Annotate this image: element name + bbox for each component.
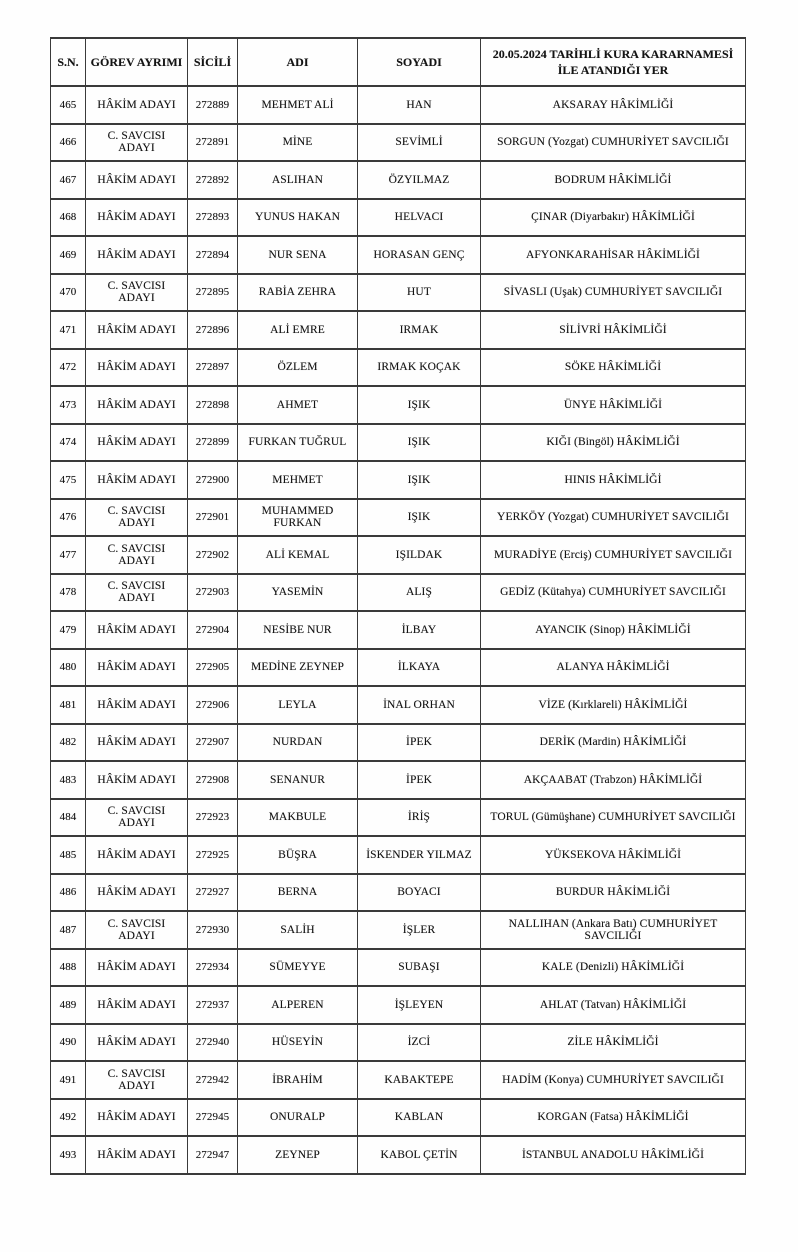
cell-surname: ALIŞ — [358, 574, 481, 612]
cell-first-name: HÜSEYİN — [238, 1024, 358, 1062]
cell-gorev-ayrimi: HÂKİM ADAYI — [86, 1024, 188, 1062]
cell-surname: İPEK — [358, 761, 481, 799]
cell-assigned-place: HADİM (Konya) CUMHURİYET SAVCILIĞI — [481, 1061, 746, 1099]
cell-gorev-ayrimi: C. SAVCISI ADAYI — [86, 274, 188, 312]
cell-assigned-place: AYANCIK (Sinop) HÂKİMLİĞİ — [481, 611, 746, 649]
cell-first-name: ALİ EMRE — [238, 311, 358, 349]
cell-gorev-ayrimi: HÂKİM ADAYI — [86, 236, 188, 274]
cell-surname: KABLAN — [358, 1099, 481, 1137]
cell-assigned-place: ALANYA HÂKİMLİĞİ — [481, 649, 746, 687]
cell-serial-number: 488 — [51, 949, 86, 987]
cell-sicil-number: 272923 — [188, 799, 238, 837]
cell-assigned-place: KALE (Denizli) HÂKİMLİĞİ — [481, 949, 746, 987]
table-row — [51, 199, 746, 237]
cell-surname: IRMAK — [358, 311, 481, 349]
cell-surname: BOYACI — [358, 874, 481, 912]
cell-serial-number: 491 — [51, 1061, 86, 1099]
table-row — [51, 799, 746, 837]
table-row — [51, 911, 746, 949]
column-header-adi: ADI — [238, 38, 358, 86]
table-row — [51, 649, 746, 687]
table-row — [51, 86, 746, 124]
cell-surname: ÖZYILMAZ — [358, 161, 481, 199]
column-header-sicili: SİCİLİ — [188, 38, 238, 86]
cell-first-name: BERNA — [238, 874, 358, 912]
table-row — [51, 836, 746, 874]
cell-assigned-place: YERKÖY (Yozgat) CUMHURİYET SAVCILIĞI — [481, 499, 746, 537]
cell-serial-number: 477 — [51, 536, 86, 574]
cell-assigned-place: SİLİVRİ HÂKİMLİĞİ — [481, 311, 746, 349]
cell-first-name: ONURALP — [238, 1099, 358, 1137]
cell-sicil-number: 272930 — [188, 911, 238, 949]
cell-sicil-number: 272906 — [188, 686, 238, 724]
cell-gorev-ayrimi: C. SAVCISI ADAYI — [86, 499, 188, 537]
cell-surname: İNAL ORHAN — [358, 686, 481, 724]
cell-first-name: LEYLA — [238, 686, 358, 724]
table-row — [51, 949, 746, 987]
cell-sicil-number: 272901 — [188, 499, 238, 537]
table-row — [51, 874, 746, 912]
cell-sicil-number: 272892 — [188, 161, 238, 199]
cell-first-name: SALİH — [238, 911, 358, 949]
table-row — [51, 1136, 746, 1174]
cell-first-name: ALPEREN — [238, 986, 358, 1024]
cell-gorev-ayrimi: HÂKİM ADAYI — [86, 1136, 188, 1174]
cell-assigned-place: NALLIHAN (Ankara Batı) CUMHURİYET SAVCILIĞI — [481, 911, 746, 949]
cell-gorev-ayrimi: HÂKİM ADAYI — [86, 349, 188, 387]
cell-sicil-number: 272937 — [188, 986, 238, 1024]
cell-first-name: NESİBE NUR — [238, 611, 358, 649]
cell-gorev-ayrimi: HÂKİM ADAYI — [86, 311, 188, 349]
cell-sicil-number: 272908 — [188, 761, 238, 799]
cell-serial-number: 482 — [51, 724, 86, 762]
cell-serial-number: 467 — [51, 161, 86, 199]
cell-serial-number: 475 — [51, 461, 86, 499]
cell-gorev-ayrimi: C. SAVCISI ADAYI — [86, 911, 188, 949]
cell-first-name: MEDİNE ZEYNEP — [238, 649, 358, 687]
cell-gorev-ayrimi: HÂKİM ADAYI — [86, 199, 188, 237]
cell-gorev-ayrimi: C. SAVCISI ADAYI — [86, 799, 188, 837]
cell-surname: IRMAK KOÇAK — [358, 349, 481, 387]
cell-sicil-number: 272891 — [188, 124, 238, 162]
cell-sicil-number: 272900 — [188, 461, 238, 499]
cell-first-name: MAKBULE — [238, 799, 358, 837]
cell-surname: İPEK — [358, 724, 481, 762]
cell-serial-number: 471 — [51, 311, 86, 349]
cell-serial-number: 487 — [51, 911, 86, 949]
table-row — [51, 724, 746, 762]
cell-serial-number: 472 — [51, 349, 86, 387]
cell-serial-number: 478 — [51, 574, 86, 612]
cell-surname: İSKENDER YILMAZ — [358, 836, 481, 874]
table-row — [51, 611, 746, 649]
cell-serial-number: 470 — [51, 274, 86, 312]
cell-first-name: FURKAN TUĞRUL — [238, 424, 358, 462]
cell-gorev-ayrimi: HÂKİM ADAYI — [86, 949, 188, 987]
cell-sicil-number: 272903 — [188, 574, 238, 612]
assignment-table — [50, 37, 746, 1175]
cell-gorev-ayrimi: HÂKİM ADAYI — [86, 649, 188, 687]
cell-assigned-place: DERİK (Mardin) HÂKİMLİĞİ — [481, 724, 746, 762]
cell-sicil-number: 272925 — [188, 836, 238, 874]
cell-serial-number: 486 — [51, 874, 86, 912]
cell-serial-number: 473 — [51, 386, 86, 424]
table-row — [51, 686, 746, 724]
cell-serial-number: 490 — [51, 1024, 86, 1062]
table-row — [51, 536, 746, 574]
cell-sicil-number: 272904 — [188, 611, 238, 649]
cell-assigned-place: AFYONKARAHİSAR HÂKİMLİĞİ — [481, 236, 746, 274]
cell-first-name: ASLIHAN — [238, 161, 358, 199]
cell-serial-number: 469 — [51, 236, 86, 274]
cell-surname: IŞILDAK — [358, 536, 481, 574]
table-row — [51, 274, 746, 312]
cell-assigned-place: AKSARAY HÂKİMLİĞİ — [481, 86, 746, 124]
table-row — [51, 1061, 746, 1099]
cell-first-name: İBRAHİM — [238, 1061, 358, 1099]
cell-gorev-ayrimi: HÂKİM ADAYI — [86, 761, 188, 799]
table-row — [51, 161, 746, 199]
cell-assigned-place: SİVASLI (Uşak) CUMHURİYET SAVCILIĞI — [481, 274, 746, 312]
table-row — [51, 986, 746, 1024]
cell-surname: IŞIK — [358, 386, 481, 424]
cell-sicil-number: 272897 — [188, 349, 238, 387]
cell-serial-number: 474 — [51, 424, 86, 462]
cell-assigned-place: ÜNYE HÂKİMLİĞİ — [481, 386, 746, 424]
table-row — [51, 761, 746, 799]
table-row — [51, 236, 746, 274]
table-row — [51, 349, 746, 387]
cell-first-name: YASEMİN — [238, 574, 358, 612]
table-row — [51, 574, 746, 612]
cell-first-name: SENANUR — [238, 761, 358, 799]
cell-surname: KABOL ÇETİN — [358, 1136, 481, 1174]
cell-first-name: MUHAMMED FURKAN — [238, 499, 358, 537]
cell-first-name: ZEYNEP — [238, 1136, 358, 1174]
cell-surname: IŞIK — [358, 424, 481, 462]
cell-surname: İŞLER — [358, 911, 481, 949]
cell-gorev-ayrimi: HÂKİM ADAYI — [86, 424, 188, 462]
cell-sicil-number: 272898 — [188, 386, 238, 424]
cell-surname: İRİŞ — [358, 799, 481, 837]
cell-gorev-ayrimi: C. SAVCISI ADAYI — [86, 1061, 188, 1099]
cell-assigned-place: AHLAT (Tatvan) HÂKİMLİĞİ — [481, 986, 746, 1024]
cell-surname: İZCİ — [358, 1024, 481, 1062]
cell-serial-number: 483 — [51, 761, 86, 799]
cell-assigned-place: KORGAN (Fatsa) HÂKİMLİĞİ — [481, 1099, 746, 1137]
table-body — [51, 86, 746, 1174]
cell-serial-number: 484 — [51, 799, 86, 837]
cell-serial-number: 481 — [51, 686, 86, 724]
cell-sicil-number: 272894 — [188, 236, 238, 274]
cell-sicil-number: 272905 — [188, 649, 238, 687]
cell-serial-number: 492 — [51, 1099, 86, 1137]
cell-first-name: ÖZLEM — [238, 349, 358, 387]
cell-gorev-ayrimi: HÂKİM ADAYI — [86, 874, 188, 912]
cell-sicil-number: 272902 — [188, 536, 238, 574]
column-header-gorev-ayrimi: GÖREV AYRIMI — [86, 38, 188, 86]
cell-gorev-ayrimi: HÂKİM ADAYI — [86, 724, 188, 762]
table-row — [51, 1099, 746, 1137]
header-row — [51, 38, 746, 86]
column-header-soyadi: SOYADI — [358, 38, 481, 86]
cell-assigned-place: İSTANBUL ANADOLU HÂKİMLİĞİ — [481, 1136, 746, 1174]
cell-first-name: YUNUS HAKAN — [238, 199, 358, 237]
cell-surname: IŞIK — [358, 461, 481, 499]
cell-assigned-place: SÖKE HÂKİMLİĞİ — [481, 349, 746, 387]
cell-assigned-place: HINIS HÂKİMLİĞİ — [481, 461, 746, 499]
cell-first-name: MEHMET — [238, 461, 358, 499]
cell-first-name: NUR SENA — [238, 236, 358, 274]
cell-gorev-ayrimi: HÂKİM ADAYI — [86, 611, 188, 649]
cell-assigned-place: MURADİYE (Erciş) CUMHURİYET SAVCILIĞI — [481, 536, 746, 574]
cell-sicil-number: 272927 — [188, 874, 238, 912]
cell-surname: İŞLEYEN — [358, 986, 481, 1024]
cell-sicil-number: 272907 — [188, 724, 238, 762]
table-row — [51, 311, 746, 349]
cell-sicil-number: 272942 — [188, 1061, 238, 1099]
cell-gorev-ayrimi: HÂKİM ADAYI — [86, 836, 188, 874]
cell-first-name: SÜMEYYE — [238, 949, 358, 987]
table-row — [51, 1024, 746, 1062]
cell-first-name: ALİ KEMAL — [238, 536, 358, 574]
cell-surname: HELVACI — [358, 199, 481, 237]
cell-first-name: BÜŞRA — [238, 836, 358, 874]
cell-sicil-number: 272947 — [188, 1136, 238, 1174]
cell-assigned-place: ÇINAR (Diyarbakır) HÂKİMLİĞİ — [481, 199, 746, 237]
cell-sicil-number: 272896 — [188, 311, 238, 349]
table-row — [51, 124, 746, 162]
cell-surname: KABAKTEPE — [358, 1061, 481, 1099]
cell-serial-number: 480 — [51, 649, 86, 687]
cell-first-name: AHMET — [238, 386, 358, 424]
cell-sicil-number: 272889 — [188, 86, 238, 124]
cell-assigned-place: GEDİZ (Kütahya) CUMHURİYET SAVCILIĞI — [481, 574, 746, 612]
cell-assigned-place: AKÇAABAT (Trabzon) HÂKİMLİĞİ — [481, 761, 746, 799]
cell-gorev-ayrimi: C. SAVCISI ADAYI — [86, 536, 188, 574]
cell-assigned-place: TORUL (Gümüşhane) CUMHURİYET SAVCILIĞI — [481, 799, 746, 837]
cell-gorev-ayrimi: HÂKİM ADAYI — [86, 686, 188, 724]
cell-sicil-number: 272945 — [188, 1099, 238, 1137]
table-row — [51, 386, 746, 424]
cell-sicil-number: 272895 — [188, 274, 238, 312]
cell-serial-number: 476 — [51, 499, 86, 537]
cell-surname: IŞIK — [358, 499, 481, 537]
cell-surname: HUT — [358, 274, 481, 312]
cell-serial-number: 493 — [51, 1136, 86, 1174]
cell-serial-number: 465 — [51, 86, 86, 124]
cell-gorev-ayrimi: HÂKİM ADAYI — [86, 1099, 188, 1137]
cell-sicil-number: 272899 — [188, 424, 238, 462]
cell-surname: İLKAYA — [358, 649, 481, 687]
cell-gorev-ayrimi: HÂKİM ADAYI — [86, 161, 188, 199]
cell-serial-number: 466 — [51, 124, 86, 162]
cell-gorev-ayrimi: C. SAVCISI ADAYI — [86, 574, 188, 612]
table-row — [51, 499, 746, 537]
cell-serial-number: 485 — [51, 836, 86, 874]
cell-gorev-ayrimi: HÂKİM ADAYI — [86, 86, 188, 124]
table-row — [51, 461, 746, 499]
cell-serial-number: 479 — [51, 611, 86, 649]
cell-first-name: MİNE — [238, 124, 358, 162]
cell-gorev-ayrimi: C. SAVCISI ADAYI — [86, 124, 188, 162]
cell-sicil-number: 272893 — [188, 199, 238, 237]
cell-sicil-number: 272940 — [188, 1024, 238, 1062]
column-header-sn: S.N. — [51, 38, 86, 86]
cell-assigned-place: BODRUM HÂKİMLİĞİ — [481, 161, 746, 199]
cell-assigned-place: VİZE (Kırklareli) HÂKİMLİĞİ — [481, 686, 746, 724]
cell-surname: HORASAN GENÇ — [358, 236, 481, 274]
table-header — [51, 38, 746, 86]
cell-gorev-ayrimi: HÂKİM ADAYI — [86, 986, 188, 1024]
cell-gorev-ayrimi: HÂKİM ADAYI — [86, 461, 188, 499]
cell-surname: HAN — [358, 86, 481, 124]
column-header-atandigi-yer: 20.05.2024 TARİHLİ KURA KARARNAMESİ İLE ATANDIĞI YER — [481, 38, 746, 86]
cell-assigned-place: BURDUR HÂKİMLİĞİ — [481, 874, 746, 912]
cell-assigned-place: YÜKSEKOVA HÂKİMLİĞİ — [481, 836, 746, 874]
cell-surname: SEVİMLİ — [358, 124, 481, 162]
cell-surname: SUBAŞI — [358, 949, 481, 987]
cell-first-name: MEHMET ALİ — [238, 86, 358, 124]
cell-first-name: RABİA ZEHRA — [238, 274, 358, 312]
cell-first-name: NURDAN — [238, 724, 358, 762]
cell-assigned-place: SORGUN (Yozgat) CUMHURİYET SAVCILIĞI — [481, 124, 746, 162]
table-row — [51, 424, 746, 462]
cell-gorev-ayrimi: HÂKİM ADAYI — [86, 386, 188, 424]
cell-assigned-place: KIĞI (Bingöl) HÂKİMLİĞİ — [481, 424, 746, 462]
cell-assigned-place: ZİLE HÂKİMLİĞİ — [481, 1024, 746, 1062]
cell-surname: İLBAY — [358, 611, 481, 649]
cell-sicil-number: 272934 — [188, 949, 238, 987]
cell-serial-number: 489 — [51, 986, 86, 1024]
cell-serial-number: 468 — [51, 199, 86, 237]
